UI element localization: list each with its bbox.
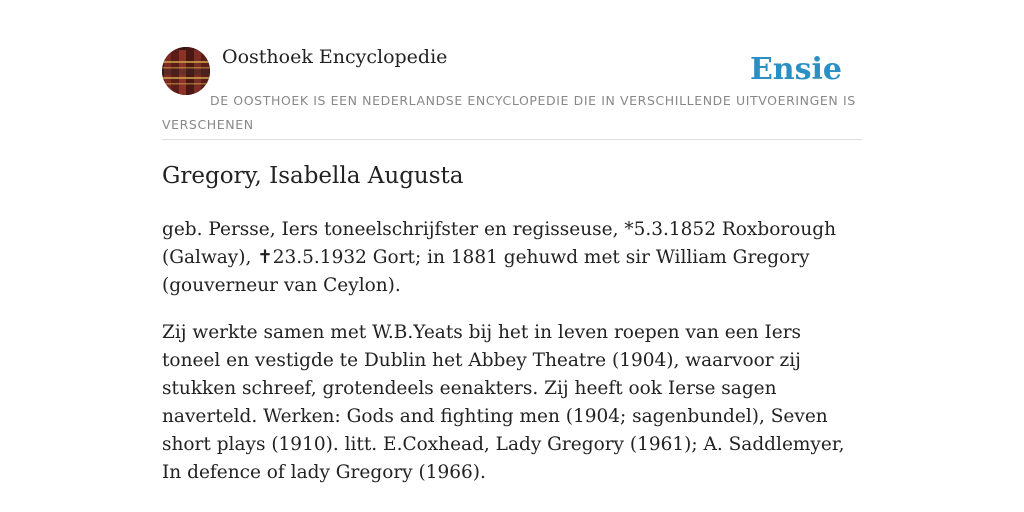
site-header [162,0,862,140]
book-spines-icon[interactable] [162,47,210,95]
article-paragraph: Zij werkte samen met W.B.Yeats bij het in leven roepen van een Iers toneel en vestigde te Dublin het Abbey Theatre (1904), waarvoor zij stukken schreef, grotendeels eenakters. Zij heeft ook Ierse sagen naverteld. Werken: Gods and fighting men (1904; sagenbundel), Seven short plays (1910). litt. E.Coxhead, Lady Gregory (1961); A. Saddlemyer, In defence of lady Gregory (1966). [162,322,845,483]
article-body [162,216,862,506]
article-title: Gregory, Isabella Augusta [162,163,464,189]
site-tagline: DE OOSTHOEK IS EEN NEDERLANDSE ENCYCLOPEDIE DIE IN VERSCHILLENDE UITVOERINGEN IS VERSCHENEN [162,93,856,132]
article-paragraph: geb. Persse, Iers toneelschrijfster en regisseuse, *5.3.1852 Roxborough (Galway), ✝23.5.1932 Gort; in 1881 gehuwd met sir William Gregory (gouverneur van Ceylon). [162,219,836,296]
site-title[interactable]: Oosthoek Encyclopedie [222,46,448,68]
page-container [162,0,862,483]
brand-logo[interactable]: Ensie [749,52,842,87]
